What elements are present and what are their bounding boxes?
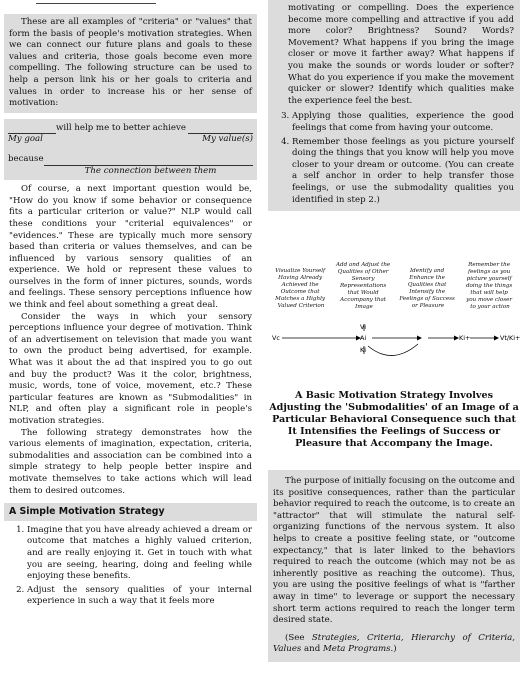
left-column <box>4 0 257 610</box>
intro-paragraph: These are all examples of "criteria" or "values" that form the basis of people's motivation strategies. When we can connect our future plans and goals to these values and criteria, those goals become even more compelling. The following structure can be used to help a person link his or her goals to criteria and values in order to increase his or her sense of motivation: <box>9 17 252 109</box>
intro-box <box>4 14 257 113</box>
paragraph-strategy-intro: The following strategy demonstrates how the various elements of imagination, expectation, criteria, submodalities and association can be combined into a simple strategy to help people better inspire and motivate themselves to take actions which will lead them to desired outcomes. <box>9 427 252 496</box>
node-ki-plus: Ki+ <box>459 334 471 342</box>
step-2-continued: motivating or compelling. Does the experience become more compelling and attractive if you add more color? Brightness? Sound? Words? Movement? What happens if you bring the image closer or move it farther away? What happens if you make the sounds or words louder or softer? What do you experience if you make the movement quicker or slower? Identify which qualities make the experience feel the best. <box>288 3 514 106</box>
purpose-box <box>268 470 520 662</box>
steps-list-left <box>4 525 257 608</box>
see-last: Meta Programs <box>322 644 391 655</box>
diagram-label-adjust: Add and Adjust the Qualities of Other Sensory Representations that Would Accompany that Image <box>335 262 391 310</box>
diagram-label-enhance: Identify and Enhance the Qualities that Intensify the Feelings of Success or Pleasure <box>399 268 455 309</box>
see-suffix: .) <box>390 644 397 655</box>
motivation-strategy-diagram <box>268 262 520 372</box>
diagram-caption-wrap <box>268 390 520 450</box>
connection-caption: The connection between them <box>84 165 217 176</box>
node-ki: Ki <box>360 346 366 354</box>
goal-blank <box>8 124 56 134</box>
steps-continued-box <box>268 0 520 211</box>
diagram-caption: A Basic Motivation Strategy Involves Adjusting the 'Submodalities' of an Image of a Particular Behavioral Consequence such that It Intensifies the Feelings of Success or Pleasure that Accompany the Image. <box>269 390 519 449</box>
step-item: 4. Remember those feelings as you picture yourself doing the things that you know will help you move closer to your dream or outcome. (You can create a self anchor in order to help transfer those feelings, or use the submodality qualities you identified in step 2.) <box>292 137 514 207</box>
paragraph-submodalities: Consider the ways in which your sensory perceptions influence your degree of motivation. Think of an advertisement on television that made you want to own the product being advertised, for example. What was it about the ad that inspired you to go out and buy the product? Was it the color, brightness, music, words, tone of voice, movement, etc.? These particular features are known as "Submodalities" in NLP, and often play a significant role in people's motivation strategies. <box>9 311 252 426</box>
because-text: because <box>8 153 44 164</box>
strategy-diagram-svg <box>268 262 520 372</box>
node-vi: Vi <box>360 323 367 331</box>
node-ai: Ai <box>360 334 367 342</box>
form-line-2 <box>8 154 253 166</box>
step-item: 1. Imagine that you have already achieved a dream or outcome that matches a highly valued criterion, and are really enjoying it. Get in touch with what you are seeing, hearing, doing and feeling while enjoying these benefits. <box>27 525 252 583</box>
form-line-1-text: will help me to better achieve <box>56 122 186 133</box>
connection-caption-row <box>8 166 253 178</box>
see-list: Strategies, Criteria, Hierarchy of Criteria, Values <box>273 632 515 655</box>
value-blank <box>188 124 253 134</box>
form-captions <box>8 134 253 146</box>
values-caption: My value(s) <box>202 134 253 145</box>
diagram-label-remember: Remember the feelings as you picture yourself doing the things that will help you move closer to your action <box>465 262 513 310</box>
body-text <box>4 180 257 497</box>
diagram-label-visualize: Visualize Yourself Having Already Achieved the Outcome that Matches a Highly Valued Criterion <box>275 268 326 309</box>
see-prefix: (See <box>285 632 312 643</box>
node-vt-ki: Vt/Ki+ <box>500 334 520 342</box>
paragraph-criterial-equivalences: Of course, a next important question would be, "How do you know if some behavior or consequence fits a particular criterion or value?" NLP would call these conditions your "criterial equivalences" or "evidences." These are typically much more sensory based than criteria or values themselves, and can be influenced by various sensory qualities of an experience. We hold or represent these values to ourselves in the form of inner pictures, sounds, words and feelings. These sensory perceptions influence how we think and feel about something a great deal. <box>9 184 252 311</box>
see-also <box>273 633 515 656</box>
section-heading: A Simple Motivation Strategy <box>4 503 257 521</box>
step-item: 3. Applying those qualities, experience the good feelings that come from having your outcome. <box>292 111 514 134</box>
paragraph-purpose: The purpose of initially focusing on the outcome and its positive consequences, rather than the particular behavior required to reach the outcome, is to create an "attractor" that will stimulate the natural self-organizing functions of the nervous system. It also helps to create a positive feeling state, or "outcome expectancy," that is later linked to the behaviors required to reach the outcome (which may not be as inherently positive as reaching the outcome). Thus, you are using the positive feelings of what is "farther away in time" to leverage or support the necessary short term actions required to reach the longer term desired state. <box>273 476 515 626</box>
goal-caption: My goal <box>8 134 43 145</box>
see-and: and <box>301 644 323 655</box>
connection-blank <box>44 156 253 166</box>
step-item: 2. Adjust the sensory qualities of your internal experience in such a way that it feels more <box>27 585 252 608</box>
right-column <box>268 0 520 655</box>
goal-value-form <box>4 119 257 180</box>
node-vc: Vc <box>272 334 280 342</box>
form-line-1 <box>8 123 253 135</box>
